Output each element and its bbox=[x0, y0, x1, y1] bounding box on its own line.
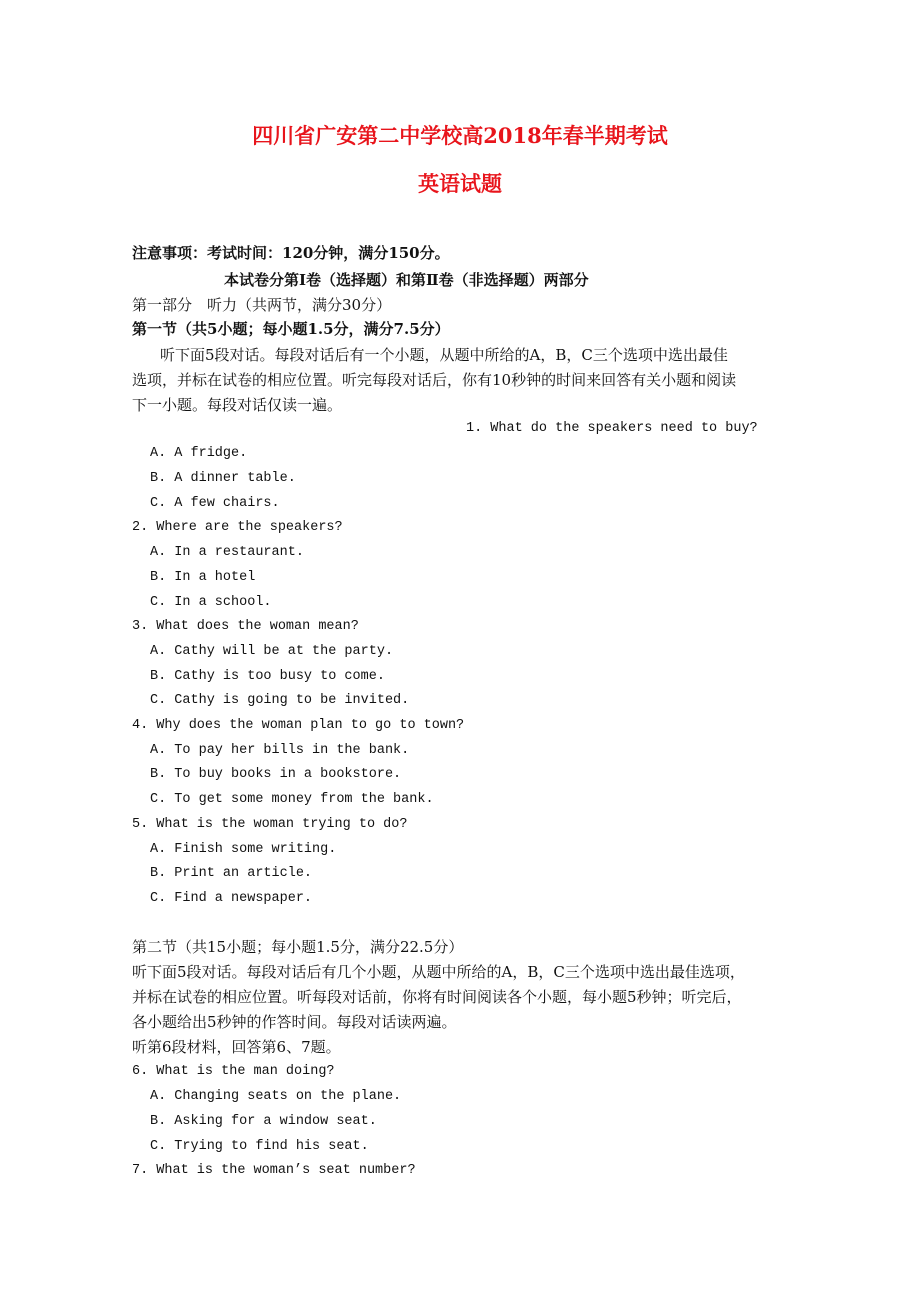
structure-note: 本试卷分第Ⅰ卷（选择题）和第Ⅱ卷（非选择题）两部分 bbox=[224, 271, 589, 289]
part1-heading: 第一部分 听力（共两节，满分30分） bbox=[132, 296, 392, 314]
option: B. Asking for a window seat. bbox=[150, 1114, 377, 1129]
option: B. A dinner table. bbox=[150, 471, 296, 486]
question-5: 5. What is the woman trying to do? bbox=[132, 817, 408, 832]
option: B. Cathy is too busy to come. bbox=[150, 669, 385, 684]
question-6: 6. What is the man doing? bbox=[132, 1064, 335, 1079]
option: C. Find a newspaper. bbox=[150, 891, 313, 906]
question-7: 7. What is the woman’s seat number? bbox=[132, 1163, 416, 1178]
option: C. Cathy is going to be invited. bbox=[150, 693, 410, 708]
section1-instructions: 选项，并标在试卷的相应位置。听完每段对话后，你有10秒钟的时间来回答有关小题和阅读 bbox=[132, 371, 737, 389]
exam-title: 四川省广安第二中学校高2018年春半期考试 bbox=[252, 123, 668, 148]
option: C. In a school. bbox=[150, 595, 272, 610]
section2-instructions: 听下面5段对话。每段对话后有几个小题，从题中所给的A，B，C三个选项中选出最佳选项， bbox=[132, 963, 745, 981]
section2-instructions: 各小题给出5秒钟的作答时间。每段对话读两遍。 bbox=[132, 1013, 457, 1031]
section1-instructions: 听下面5段对话。每段对话后有一个小题，从题中所给的A，B，C三个选项中选出最佳 bbox=[160, 346, 728, 364]
question-4: 4. Why does the woman plan to go to town? bbox=[132, 718, 465, 733]
material-note: 听第6段材料，回答第6、7题。 bbox=[132, 1038, 341, 1056]
option: C. To get some money from the bank. bbox=[150, 792, 434, 807]
option: A. A fridge. bbox=[150, 446, 248, 461]
notice: 注意事项：考试时间：120分钟，满分150分。 bbox=[132, 244, 450, 262]
section1-instructions: 下一小题。每段对话仅读一遍。 bbox=[132, 396, 343, 414]
section1-heading: 第一节（共5小题；每小题1.5分，满分7.5分） bbox=[132, 320, 450, 338]
exam-subtitle: 英语试题 bbox=[418, 171, 502, 196]
option: B. In a hotel bbox=[150, 570, 256, 585]
question-2: 2. Where are the speakers? bbox=[132, 520, 343, 535]
option: A. Finish some writing. bbox=[150, 842, 337, 857]
option: B. To buy books in a bookstore. bbox=[150, 767, 402, 782]
question-1: 1. What do the speakers need to buy? bbox=[466, 421, 758, 436]
option: A. In a restaurant. bbox=[150, 545, 304, 560]
option: A. Cathy will be at the party. bbox=[150, 644, 394, 659]
option: C. A few chairs. bbox=[150, 496, 280, 511]
option: A. To pay her bills in the bank. bbox=[150, 743, 410, 758]
section2-heading: 第二节（共15小题；每小题1.5分，满分22.5分） bbox=[132, 938, 464, 956]
option: B. Print an article. bbox=[150, 866, 313, 881]
option: C. Trying to find his seat. bbox=[150, 1139, 369, 1154]
section2-instructions: 并标在试卷的相应位置。听每段对话前，你将有时间阅读各个小题，每小题5秒钟；听完后， bbox=[132, 988, 742, 1006]
question-3: 3. What does the woman mean? bbox=[132, 619, 359, 634]
option: A. Changing seats on the plane. bbox=[150, 1089, 402, 1104]
